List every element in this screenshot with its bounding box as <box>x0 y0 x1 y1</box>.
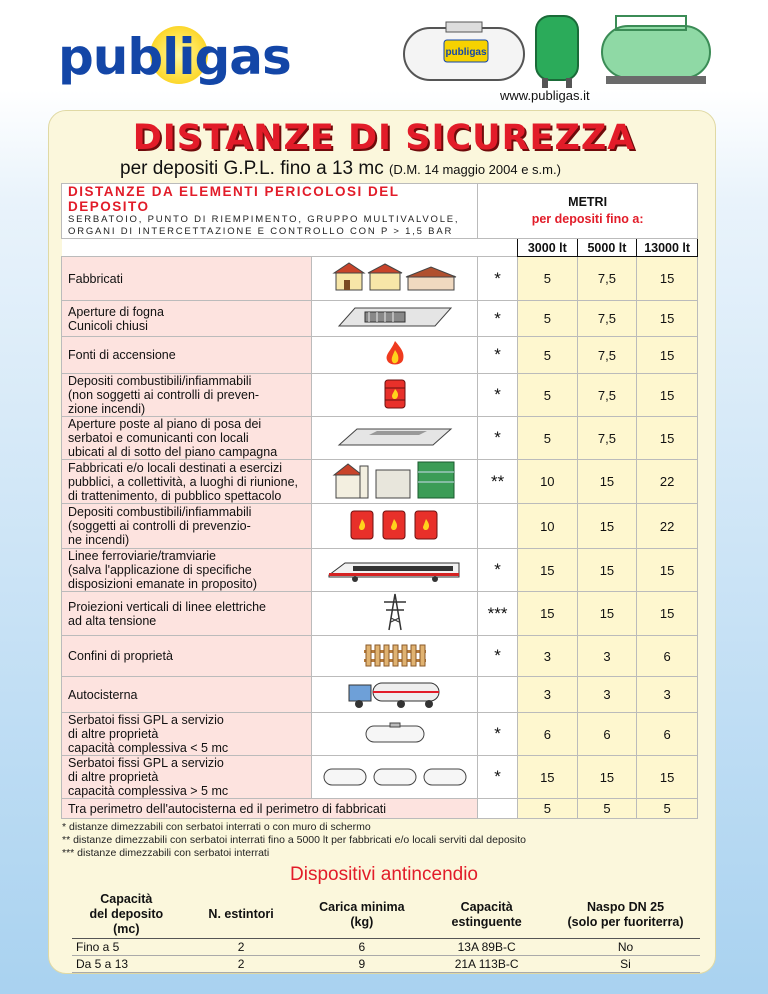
gas-tank-icon <box>360 722 430 747</box>
row-illustration <box>311 713 477 756</box>
distance-value: 5 <box>517 257 577 301</box>
row-label: Proiezioni verticali di linee elettriche ad alta tensione <box>62 592 312 636</box>
row-illustration <box>311 460 477 504</box>
row-note-marker: * <box>478 257 518 301</box>
row-illustration <box>311 257 477 301</box>
distance-value: 22 <box>637 504 698 549</box>
table-row <box>62 549 698 592</box>
distance-value: 15 <box>637 301 698 337</box>
row-illustration <box>311 756 477 799</box>
row-illustration <box>311 301 477 337</box>
distance-value: 15 <box>637 592 698 636</box>
row-illustration <box>311 549 477 592</box>
distance-value: 3 <box>517 636 577 677</box>
table-row <box>62 374 698 417</box>
devices-cell: 9 <box>301 956 422 973</box>
distance-value: 7,5 <box>577 257 637 301</box>
devices-row <box>72 956 700 973</box>
row-label: Autocisterna <box>62 677 312 713</box>
footnote-3: *** distanze dimezzabili con serbatoi interrati <box>62 847 270 859</box>
distance-value: 15 <box>577 460 637 504</box>
devices-cell: Si <box>551 956 700 973</box>
row-note-marker: * <box>478 713 518 756</box>
page-subtitle <box>120 158 561 180</box>
row-label: Tra perimetro dell'autocisterna ed il perimetro di fabbricati <box>62 799 478 819</box>
distance-value: 15 <box>637 417 698 460</box>
distance-value: 5 <box>517 374 577 417</box>
subtitle-note: (D.M. 14 maggio 2004 e s.m.) <box>388 162 561 177</box>
gas-tanks-icon <box>320 764 470 791</box>
distance-value: 22 <box>637 460 698 504</box>
distance-value: 15 <box>517 756 577 799</box>
distance-value: 3 <box>637 677 698 713</box>
publigas-logo <box>58 24 291 86</box>
distance-value: 15 <box>637 756 698 799</box>
devices-cell: No <box>551 939 700 956</box>
distance-value: 3 <box>577 636 637 677</box>
row-illustration <box>311 417 477 460</box>
distance-value: 6 <box>637 636 698 677</box>
distance-value: 15 <box>637 337 698 374</box>
footnote-2: ** distanze dimezzabili con serbatoi interrati fino a 5000 lt per fabbricati e/o locali serviti dal deposito <box>62 834 526 846</box>
row-note-marker: * <box>478 756 518 799</box>
row-note-marker <box>478 677 518 713</box>
header-spacer <box>62 239 518 257</box>
distance-value: 15 <box>577 756 637 799</box>
row-note-marker: * <box>478 337 518 374</box>
devices-cell: Da 5 a 13 <box>72 956 181 973</box>
distance-value: 15 <box>637 257 698 301</box>
underground-opening-icon <box>335 425 455 452</box>
distance-value: 7,5 <box>577 337 637 374</box>
table-row <box>62 257 698 301</box>
row-note-marker: * <box>478 549 518 592</box>
table-row <box>62 504 698 549</box>
devices-column-header: Naspo DN 25 (solo per fuoriterra) <box>551 891 700 939</box>
distance-value: 5 <box>517 301 577 337</box>
tanker-truck-icon <box>345 677 445 712</box>
distance-value: 3 <box>577 677 637 713</box>
table-row <box>62 756 698 799</box>
header-sub-line-2: ORGANI DI INTERCETTAZIONE E CONTROLLO CON P > 1,5 BAR <box>68 226 454 237</box>
public-buildings-icon <box>330 460 460 503</box>
row-label: Linee ferroviarie/tramviarie (salva l'applicazione di specifiche disposizioni emanate in proposito) <box>62 549 312 592</box>
row-label: Serbatoi fissi GPL a servizio di altre proprietà capacità complessiva > 5 mc <box>62 756 312 799</box>
devices-cell: Fino a 5 <box>72 939 181 956</box>
devices-cell: 6 <box>301 939 422 956</box>
devices-cell: 2 <box>181 956 302 973</box>
devices-column-header: Capacità del deposito (mc) <box>72 891 181 939</box>
row-note-marker <box>478 504 518 549</box>
house-icon <box>330 262 460 295</box>
footnote-1: * distanze dimezzabili con serbatoi interrati o con muro di schermo <box>62 821 371 833</box>
row-note-marker: * <box>478 374 518 417</box>
fire-devices-table <box>72 891 700 973</box>
row-label: Depositi combustibili/infiammabili (soggetti ai controlli di prevenzio- ne incendi) <box>62 504 312 549</box>
svg-text:publigas: publigas <box>445 47 487 58</box>
table-row <box>62 713 698 756</box>
fuel-barrels-icon <box>345 508 445 545</box>
table-header-title <box>62 184 478 239</box>
distances-table <box>61 183 698 819</box>
row-note-marker: * <box>478 636 518 677</box>
row-illustration <box>311 337 477 374</box>
row-note-marker <box>478 799 518 819</box>
sewer-opening-icon <box>335 304 455 333</box>
fence-icon <box>360 642 430 671</box>
devices-header-row <box>72 891 700 939</box>
header-sub-line-1: SERBATOIO, PUNTO DI RIEMPIMENTO, GRUPPO MULTIVALVOLE, <box>68 214 460 225</box>
devices-cell: 13A 89B-C <box>422 939 551 956</box>
metri-header <box>478 184 698 239</box>
distance-value: 5 <box>517 337 577 374</box>
devices-cell: 21A 113B-C <box>422 956 551 973</box>
row-label: Fonti di accensione <box>62 337 312 374</box>
column-header: 3000 lt <box>517 239 577 257</box>
distance-value: 7,5 <box>577 374 637 417</box>
devices-cell: 2 <box>181 939 302 956</box>
row-label: Serbatoi fissi GPL a servizio di altre proprietà capacità complessiva < 5 mc <box>62 713 312 756</box>
devices-row <box>72 939 700 956</box>
per-depositi-label: per depositi fino a: <box>531 212 644 226</box>
metri-label: METRI <box>568 195 608 209</box>
row-label: Aperture poste al piano di posa dei serbatoi e comunicanti con locali ubicati al di sotto del piano campagna <box>62 417 312 460</box>
row-illustration <box>311 636 477 677</box>
distance-value: 15 <box>517 592 577 636</box>
subtitle-main: per depositi G.P.L. fino a 13 mc <box>120 158 384 179</box>
distance-value: 6 <box>517 713 577 756</box>
distance-value: 15 <box>577 504 637 549</box>
column-header: 13000 lt <box>637 239 698 257</box>
row-illustration <box>311 677 477 713</box>
devices-column-header: Capacità estinguente <box>422 891 551 939</box>
fuel-barrel-icon <box>382 378 408 413</box>
row-label: Confini di proprietà <box>62 636 312 677</box>
row-label: Fabbricati <box>62 257 312 301</box>
distance-value: 15 <box>577 592 637 636</box>
distance-value: 5 <box>517 417 577 460</box>
distance-value: 15 <box>517 549 577 592</box>
table-row <box>62 677 698 713</box>
devices-column-header: Carica minima (kg) <box>301 891 422 939</box>
devices-column-header: N. estintori <box>181 891 302 939</box>
table-row <box>62 592 698 636</box>
row-note-marker: *** <box>478 592 518 636</box>
row-note-marker: * <box>478 417 518 460</box>
distance-value: 6 <box>577 713 637 756</box>
row-label: Depositi combustibili/infiammabili (non soggetti ai controlli di preven- zione incendi) <box>62 374 312 417</box>
distance-value: 5 <box>637 799 698 819</box>
row-illustration <box>311 504 477 549</box>
table-row <box>62 301 698 337</box>
distance-value: 15 <box>637 549 698 592</box>
distance-value: 15 <box>577 549 637 592</box>
brand-name: publigas <box>58 28 291 86</box>
footnotes <box>62 821 526 860</box>
distance-value: 10 <box>517 460 577 504</box>
table-row <box>62 636 698 677</box>
gas-tanks-illustration <box>396 8 716 90</box>
distance-value: 7,5 <box>577 417 637 460</box>
table-row <box>62 799 698 819</box>
table-row <box>62 417 698 460</box>
distance-value: 10 <box>517 504 577 549</box>
flame-icon <box>383 339 407 372</box>
website-url: www.publigas.it <box>500 88 590 103</box>
column-header: 5000 lt <box>577 239 637 257</box>
distance-value: 6 <box>637 713 698 756</box>
dispositivi-title: Dispositivi antincendio <box>290 864 478 885</box>
page-title: DISTANZE DI SICUREZZA <box>132 118 636 158</box>
distance-value: 5 <box>577 799 637 819</box>
row-label: Fabbricati e/o locali destinati a esercizi pubblici, a collettività, a luoghi di riunione, di trattenimento, di pubblico spettacolo <box>62 460 312 504</box>
distance-value: 5 <box>517 799 577 819</box>
power-pylon-icon <box>380 592 410 635</box>
distance-value: 15 <box>637 374 698 417</box>
distance-value: 7,5 <box>577 301 637 337</box>
table-row <box>62 337 698 374</box>
row-note-marker: ** <box>478 460 518 504</box>
row-illustration <box>311 592 477 636</box>
row-illustration <box>311 374 477 417</box>
row-note-marker: * <box>478 301 518 337</box>
header-title-text: DISTANZE DA ELEMENTI PERICOLOSI DEL DEPOSITO <box>68 184 400 214</box>
table-row <box>62 460 698 504</box>
row-label: Aperture di fogna Cunicoli chiusi <box>62 301 312 337</box>
train-icon <box>325 555 465 586</box>
distance-value: 3 <box>517 677 577 713</box>
